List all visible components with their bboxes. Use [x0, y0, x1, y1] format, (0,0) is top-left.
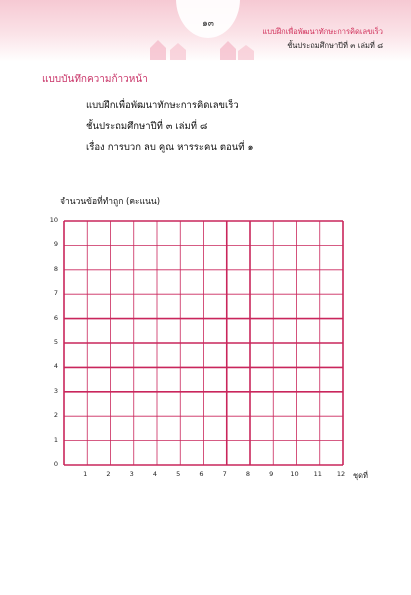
y-tick-label: 0 — [53, 460, 58, 468]
info-line-grade: ชั้นประถมศึกษาปีที่ ๓ เล่มที่ ๘ — [86, 121, 208, 132]
y-tick-label: 1 — [53, 435, 58, 444]
y-tick-label: 2 — [53, 411, 58, 420]
y-tick-label: 3 — [53, 386, 58, 395]
x-tick-label: 8 — [245, 470, 251, 478]
page-number: ๑๓ — [202, 19, 214, 29]
section-title: แบบบันทึกความก้าวหน้า — [42, 74, 148, 85]
y-tick-label: 5 — [53, 338, 58, 346]
x-tick-label: 2 — [106, 470, 111, 478]
info-line-topic: เรื่อง การบวก ลบ คูณ หารระคน ตอนที่ ๑ — [86, 142, 254, 153]
info-line-book-title: แบบฝึกเพื่อพัฒนาทักษะการคิดเลขเร็ว — [86, 100, 239, 111]
x-tick-label: 7 — [222, 470, 227, 478]
x-tick-label: 12 — [336, 470, 346, 478]
y-tick-label: 9 — [53, 240, 58, 249]
y-tick-label: 7 — [53, 289, 58, 298]
y-tick-label: 6 — [53, 313, 58, 322]
x-tick-label: 11 — [313, 470, 322, 478]
grid-y-axis-label: จำนวนข้อที่ทำถูก (คะแนน) — [60, 197, 161, 207]
header-book-title: แบบฝึกเพื่อพัฒนาทักษะการคิดเลขเร็ว — [262, 27, 383, 36]
y-tick-label: 8 — [53, 264, 58, 273]
x-tick-label: 5 — [176, 470, 181, 478]
header-grade-volume: ชั้นประถมศึกษาปีที่ ๓ เล่มที่ ๘ — [287, 41, 383, 50]
y-tick-label: 4 — [53, 362, 58, 371]
x-tick-label: 9 — [269, 470, 274, 478]
x-tick-label: 3 — [129, 470, 134, 478]
x-tick-label: 10 — [290, 470, 299, 478]
y-tick-label: 10 — [49, 216, 58, 224]
x-tick-label: 6 — [199, 470, 204, 478]
x-tick-label: 1 — [83, 470, 88, 478]
grid-x-axis-unit: ชุดที่ — [353, 471, 368, 480]
x-tick-label: 4 — [152, 470, 158, 478]
